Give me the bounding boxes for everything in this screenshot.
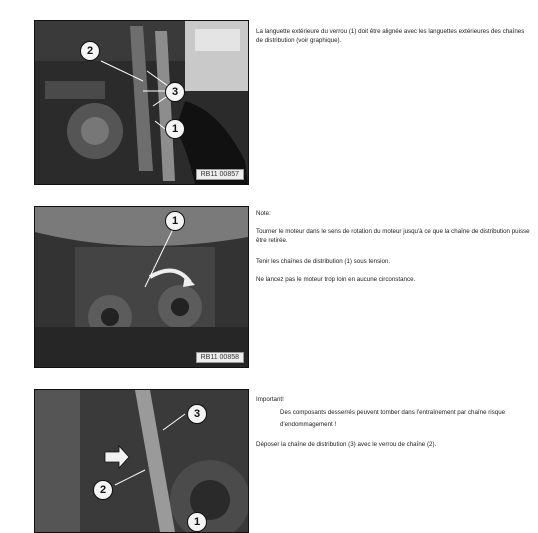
step-2-text	[256, 209, 531, 293]
instruction-paragraph: Déposer la chaîne de distribution (3) avec le verrou de chaîne (2).	[256, 441, 437, 448]
engine-photo-1	[34, 20, 249, 185]
callout-2: 2	[93, 480, 113, 500]
callout-1: 1	[165, 211, 185, 231]
instruction-paragraph: La languette extérieure du verrou (1) doit être alignée avec les languettes extérieures des chaînes de distribution (voir graphique).	[256, 28, 525, 44]
step-1-text	[256, 27, 531, 54]
callout-3: 3	[165, 82, 185, 102]
engine-photo-2-image	[35, 207, 248, 367]
figure-id: RB11 00858	[196, 352, 244, 363]
note-title: Note:	[256, 210, 271, 217]
instruction-paragraph: Tenir les chaînes de distribution (1) sous tension.	[256, 258, 391, 265]
callout-1: 1	[165, 119, 185, 139]
important-title: Important!	[256, 396, 284, 403]
callout-1: 1	[187, 512, 207, 532]
callout-3: 3	[187, 404, 207, 424]
important-text: Des composants desserrés peuvent tomber dans l'entraînement par chaîne risque d'endommagement !	[280, 409, 506, 428]
figure-id: RB11 00857	[196, 169, 244, 180]
engine-photo-3	[34, 389, 249, 533]
engine-photo-3-image	[35, 390, 248, 532]
engine-photo-1-image	[35, 21, 248, 184]
callout-2: 2	[80, 41, 100, 61]
engine-photo-2	[34, 206, 249, 368]
instruction-paragraph: Ne lancez pas le moteur trop loin en aucune circonstance.	[256, 276, 416, 283]
instruction-paragraph: Tourner le moteur dans le sens de rotation du moteur jusqu'à ce que la chaîne de distribution puisse être retirée.	[256, 228, 530, 244]
step-3-text	[256, 395, 531, 458]
